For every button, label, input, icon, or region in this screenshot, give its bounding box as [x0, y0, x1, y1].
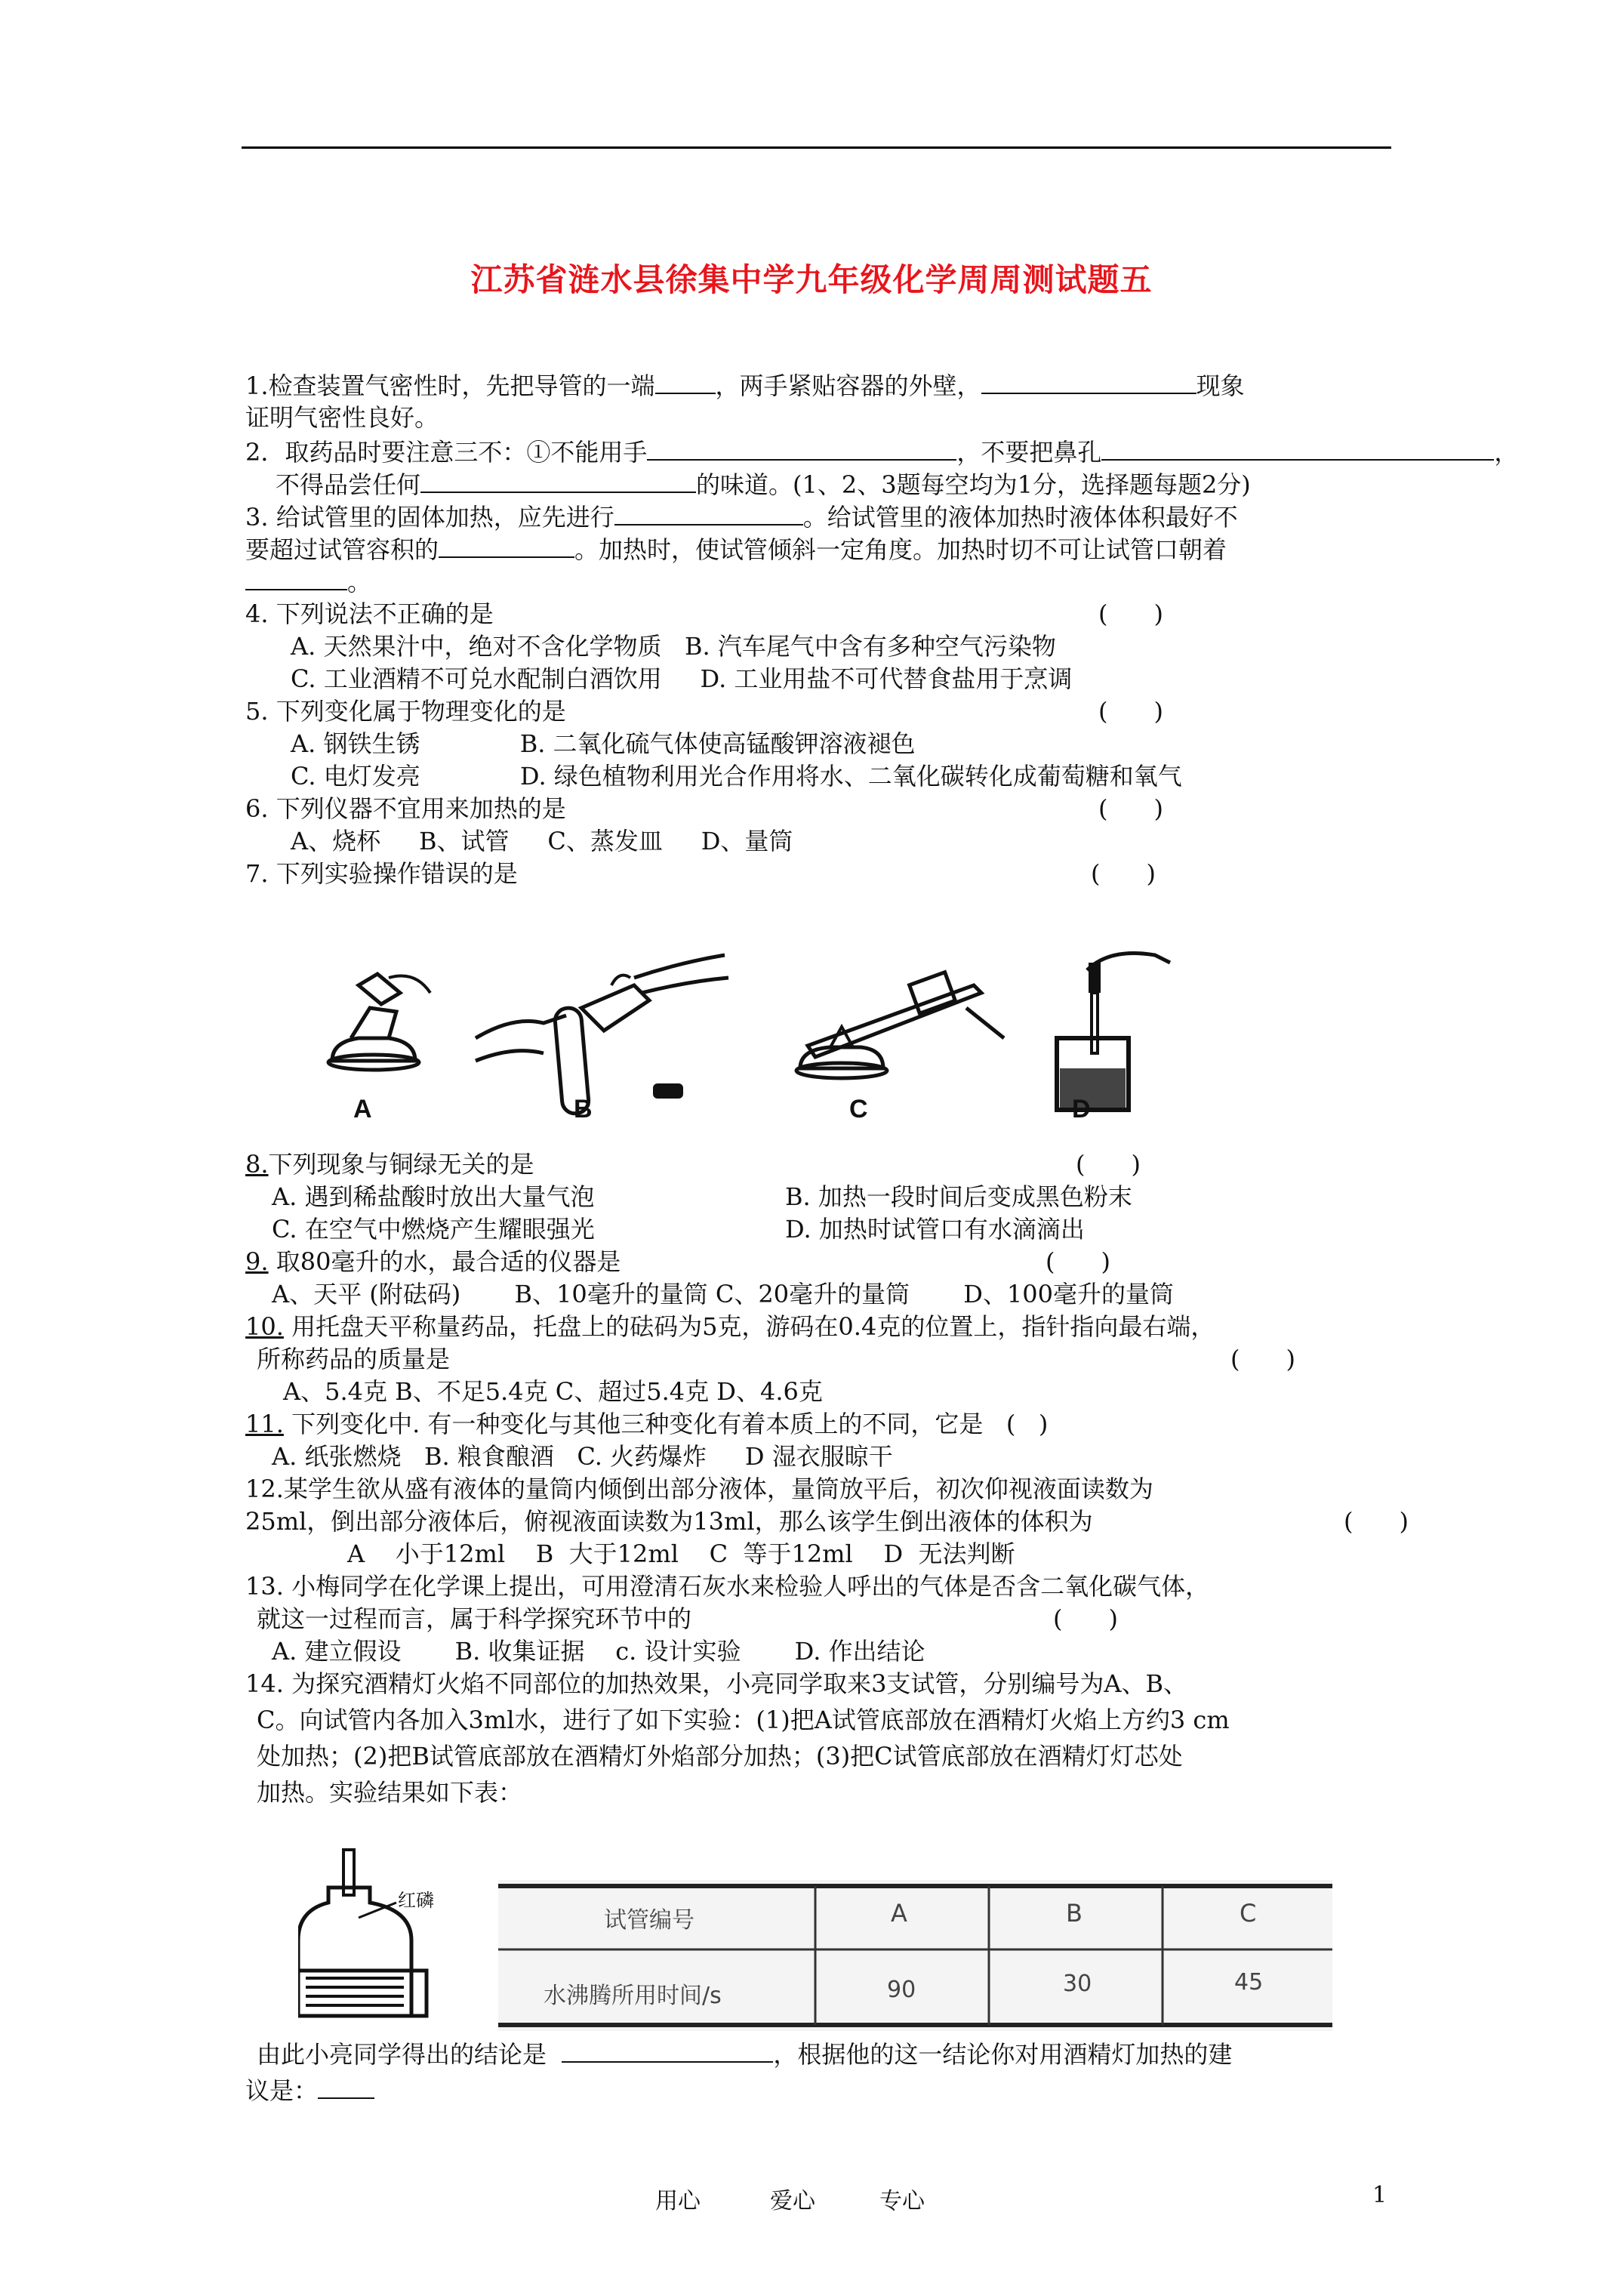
- question-14: 14. 为探究酒精灯火焰不同部位的加热效果，小亮同学取来3支试管，分别编号为A、B、: [245, 1669, 1188, 1698]
- table-header-b: B: [1066, 1899, 1083, 1928]
- option-4-ab: A. 天然果汁中，绝对不含化学物质 B. 汽车尾气中含有多种空气污染物: [291, 632, 1056, 661]
- figure-label-b: B: [574, 1095, 593, 1123]
- option-8-d: D. 加热时试管口有水滴滴出: [785, 1215, 1085, 1244]
- results-table: [498, 1880, 1332, 2031]
- answer-paren-13: ( ): [1053, 1604, 1118, 1633]
- figure-b-pouring: [468, 948, 740, 1121]
- question-8: 8.下列现象与铜绿无关的是: [245, 1150, 534, 1179]
- table-header-tube-id: 试管编号: [604, 1907, 694, 1934]
- answer-paren-6: ( ): [1098, 794, 1163, 823]
- question-14-conclusion: 由此小亮同学得出的结论是 ，根据他的这一结论你对用酒精灯加热的建: [257, 2040, 1233, 2069]
- figure-a-lighting-lamp: [317, 963, 453, 1114]
- table-cell-b: 30: [1063, 1971, 1092, 1997]
- flask-label: 红磷: [398, 1890, 434, 1911]
- question-10: 10. 用托盘天平称量药品，托盘上的砝码为5克，游码在0.4克的位置上，指针指向最右端，: [245, 1312, 1215, 1341]
- option-10: A、5.4克 B、不足5.4克 C、超过5.4克 D、4.6克: [283, 1377, 823, 1406]
- table-row-label: 水沸腾所用时间/s: [544, 1983, 722, 2009]
- footer-left: 用心: [655, 2188, 701, 2214]
- question-4: 4. 下列说法不正确的是: [245, 599, 494, 628]
- question-3: 3. 给试管里的固体加热，应先进行 。给试管里的液体加热时液体体积最好不: [245, 503, 1238, 532]
- figure-label-d: D: [1072, 1095, 1091, 1123]
- question-1: 1.检查装置气密性时，先把导管的一端 ，两手紧贴容器的外壁， 现象: [245, 371, 1245, 400]
- option-4-cd: C. 工业酒精不可兑水配制白酒饮用 D. 工业用盐不可代替食盐用于烹调: [291, 664, 1073, 693]
- figure-c-heating-tube: [778, 963, 1012, 1114]
- figure-label-c: C: [849, 1095, 868, 1123]
- option-5-cd: C. 电灯发亮 D. 绿色植物利用光合作用将水、二氧化碳转化成葡萄糖和氧气: [291, 762, 1182, 791]
- option-9: A、天平 (附砝码) B、10毫升的量筒 C、20毫升的量筒 D、100毫升的量筒: [272, 1280, 1175, 1308]
- option-12: A 小于12ml B 大于12ml C 等于12ml D 无法判断: [347, 1539, 1015, 1568]
- table-header-a: A: [891, 1899, 907, 1928]
- question-13: 13. 小梅同学在化学课上提出，可用澄清石灰水来检验人呼出的气体是否含二氧化碳气体，: [245, 1572, 1210, 1601]
- table-cell-c: 45: [1234, 1969, 1264, 1996]
- answer-paren-5: ( ): [1098, 697, 1163, 726]
- question-2-cont: 不得品尝任何 的味道。(1、2、3题每空均为1分，选择题每题2分): [276, 470, 1251, 499]
- answer-paren-9: ( ): [1046, 1247, 1110, 1276]
- table-cell-a: 90: [887, 1977, 916, 2003]
- option-8-c: C. 在空气中燃烧产生耀眼强光: [272, 1215, 595, 1244]
- answer-paren-12: ( ): [1344, 1507, 1409, 1536]
- figure-label-a: A: [353, 1095, 372, 1123]
- answer-paren-10: ( ): [1230, 1345, 1295, 1373]
- option-13: A. 建立假设 B. 收集证据 c. 设计实验 D. 作出结论: [272, 1637, 925, 1666]
- flask-red-phosphorus-figure: [298, 1842, 479, 2023]
- option-11: A. 纸张燃烧 B. 粮食酿酒 C. 火药爆炸 D 湿衣服晾干: [272, 1442, 893, 1471]
- option-8-a: A. 遇到稀盐酸时放出大量气泡: [272, 1182, 595, 1211]
- header-rule: [242, 146, 1391, 149]
- answer-paren-4: ( ): [1098, 599, 1163, 628]
- question-14-line4: 加热。实验结果如下表：: [257, 1778, 523, 1807]
- question-7: 7. 下列实验操作错误的是: [245, 859, 518, 888]
- question-3-end: 。: [245, 566, 371, 597]
- option-5-ab: A. 钢铁生锈 B. 二氧化硫气体使高锰酸钾溶液褪色: [291, 729, 916, 758]
- question-5: 5. 下列变化属于物理变化的是: [245, 697, 566, 726]
- page-title: 江苏省涟水县徐集中学九年级化学周周测试题五: [470, 261, 1153, 298]
- question-1-cont: 证明气密性良好。: [245, 403, 439, 432]
- question-11: 11. 下列变化中. 有一种变化与其他三种变化有着本质上的不同，它是 ( ): [245, 1410, 1049, 1438]
- question-14-suggestion: 议是：: [245, 2075, 374, 2106]
- footer-mid: 爱心: [770, 2188, 815, 2214]
- question-2: 2．取药品时要注意三不：①不能用手 ，不要把鼻孔 ，: [245, 438, 1519, 467]
- option-8-b: B. 加热一段时间后变成黑色粉末: [785, 1182, 1132, 1211]
- question-9: 9. 取80毫升的水，最合适的仪器是: [245, 1247, 621, 1276]
- figure-d-dropper: [1042, 948, 1178, 1121]
- footer-right: 专心: [879, 2188, 925, 2214]
- question-14-line3: 处加热；(2)把B试管底部放在酒精灯外焰部分加热；(3)把C试管底部放在酒精灯灯芯处: [257, 1742, 1183, 1771]
- question-3-cont: 要超过试管容积的 。加热时，使试管倾斜一定角度。加热时切不可让试管口朝着: [245, 535, 1227, 564]
- option-6: A、烧杯 B、试管 C、蒸发皿 D、量筒: [291, 827, 793, 855]
- question-14-line2: C。向试管内各加入3ml水，进行了如下实验：(1)把A试管底部放在酒精灯火焰上方约3 cm: [257, 1706, 1230, 1734]
- experiment-figures: [317, 948, 1223, 1144]
- page-number: 1: [1372, 2182, 1387, 2208]
- table-header-c: C: [1240, 1899, 1257, 1928]
- question-12: 12.某学生欲从盛有液体的量筒内倾倒出部分液体，量筒放平后，初次仰视液面读数为: [245, 1475, 1153, 1503]
- answer-paren-8: ( ): [1076, 1150, 1141, 1179]
- answer-paren-7: ( ): [1091, 859, 1156, 888]
- question-12-cont: 25ml，倒出部分液体后，俯视液面读数为13ml，那么该学生倒出液体的体积为: [245, 1507, 1093, 1536]
- question-6: 6. 下列仪器不宜用来加热的是: [245, 794, 566, 823]
- question-13-cont: 就这一过程而言，属于科学探究环节中的: [257, 1604, 692, 1633]
- question-10-cont: 所称药品的质量是: [257, 1345, 451, 1373]
